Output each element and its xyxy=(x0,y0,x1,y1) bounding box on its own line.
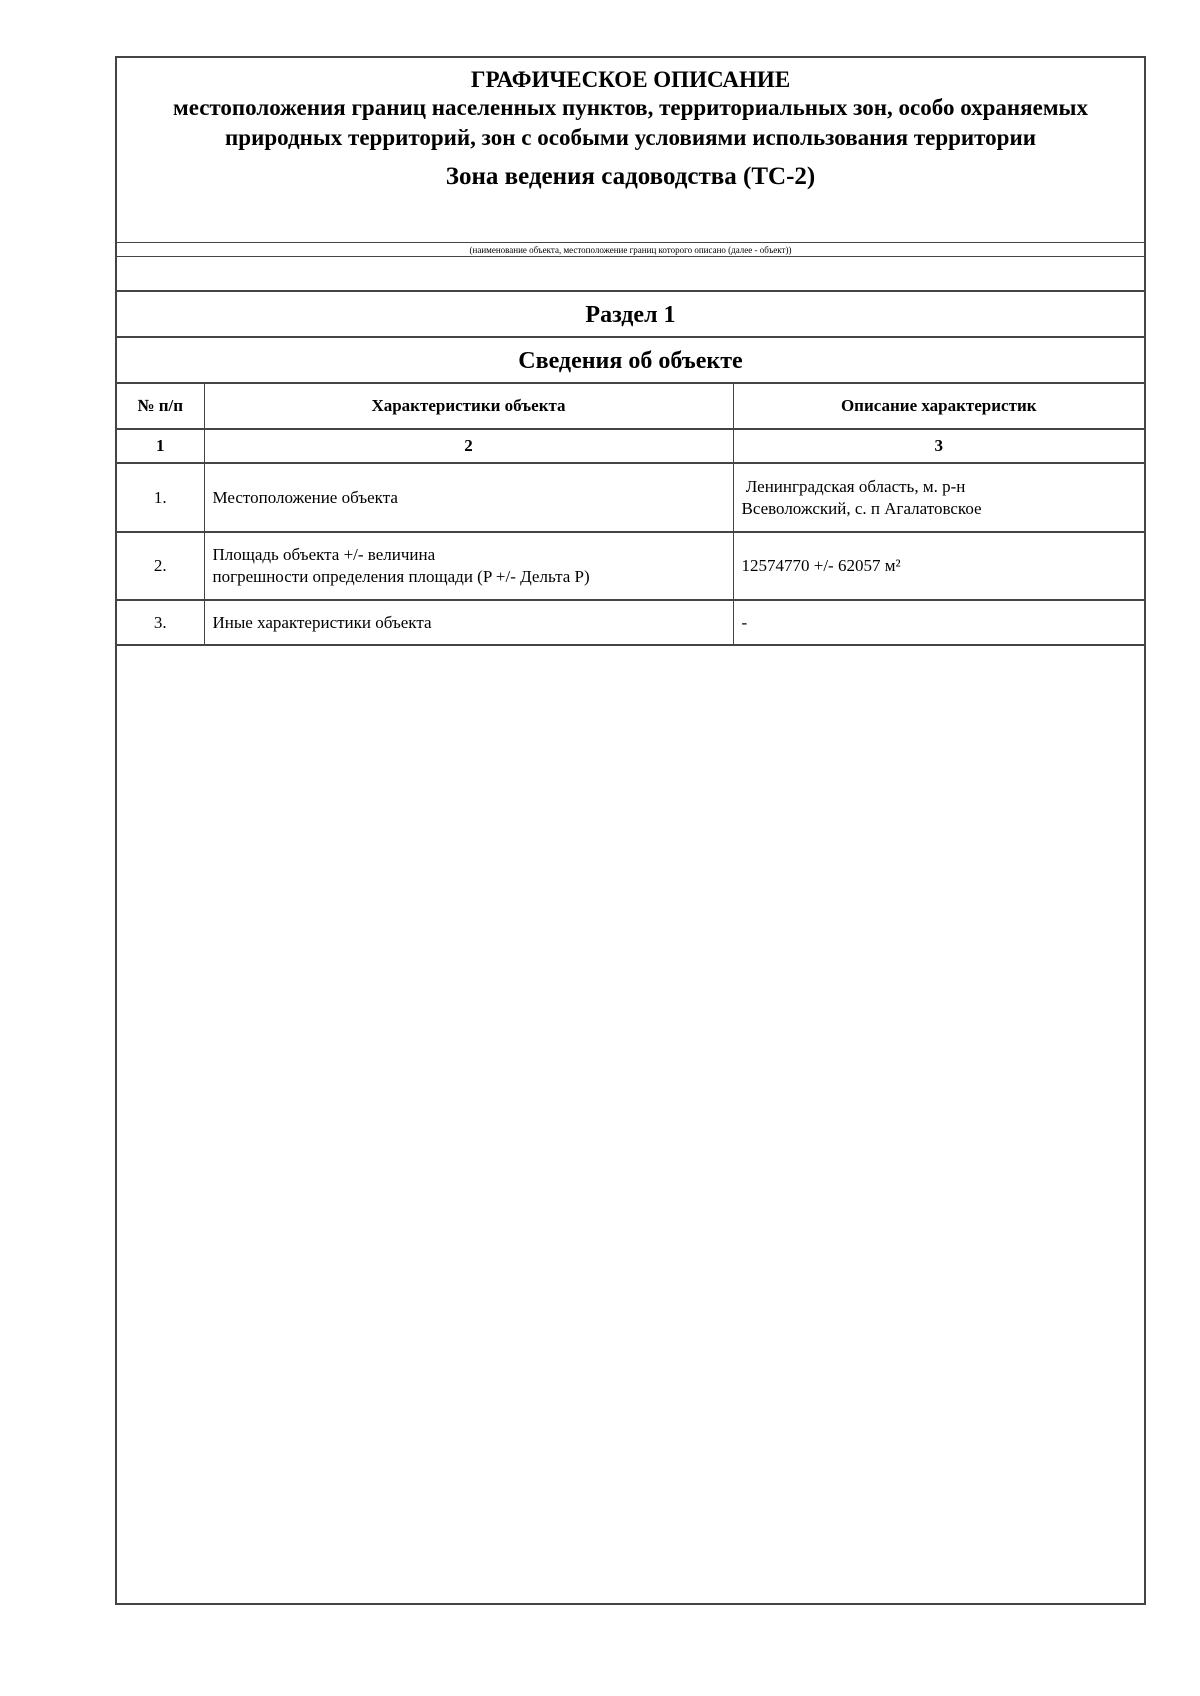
column-number-row xyxy=(117,429,1144,463)
object-caption: (наименование объекта, местоположение границ которого описано (далее - объект)) xyxy=(117,243,1144,257)
description-text: 12574770 +/- 62057 м² xyxy=(741,556,901,575)
blank-row xyxy=(117,257,1144,292)
document-subtitle: местоположения границ населенных пунктов, территориальных зон, особо охраняемых природных территорий, зон с особыми условиями использования территории xyxy=(173,95,1088,150)
characteristic-cell xyxy=(204,600,733,645)
header-cell-characteristic: Характеристики объекта xyxy=(204,384,733,429)
object-info-table xyxy=(117,384,1144,646)
characteristic-text: Площадь объекта +/- величина xyxy=(212,545,436,564)
description-cell xyxy=(733,600,1144,645)
characteristic-cell xyxy=(204,463,733,532)
object-name: Зона ведения садоводства (ТС-2) xyxy=(445,163,816,190)
table-row xyxy=(117,463,1144,532)
characteristic-cell xyxy=(204,532,733,600)
description-text: - xyxy=(741,612,748,632)
header-cell-description: Описание характеристик xyxy=(733,384,1144,429)
row-number: 2. xyxy=(117,532,204,600)
table-header-row xyxy=(117,384,1144,429)
row-number: 1. xyxy=(117,463,204,532)
header-cell-number: № п/п xyxy=(117,384,204,429)
column-number: 2 xyxy=(204,429,733,463)
description-text: Всеволожский, с. п Агалатовское xyxy=(741,498,982,518)
characteristic-text: погрешности определения площади (P +/- Дельта P) xyxy=(212,567,590,586)
section-title: Сведения об объекте xyxy=(117,338,1144,384)
document-header xyxy=(117,58,1144,243)
section-number: Раздел 1 xyxy=(117,292,1144,338)
row-number: 3. xyxy=(117,600,204,645)
table-row xyxy=(117,600,1144,645)
column-number: 3 xyxy=(733,429,1144,463)
description-text: Ленинградская область, м. р-н xyxy=(741,476,966,496)
table-row xyxy=(117,532,1144,600)
characteristic-text: Местоположение объекта xyxy=(212,487,398,507)
column-number: 1 xyxy=(117,429,204,463)
description-cell xyxy=(733,463,1144,532)
description-cell xyxy=(733,532,1144,600)
document-frame xyxy=(115,56,1146,1605)
characteristic-text: Иные характеристики объекта xyxy=(212,612,432,632)
document-title: ГРАФИЧЕСКОЕ ОПИСАНИЕ xyxy=(470,67,791,92)
